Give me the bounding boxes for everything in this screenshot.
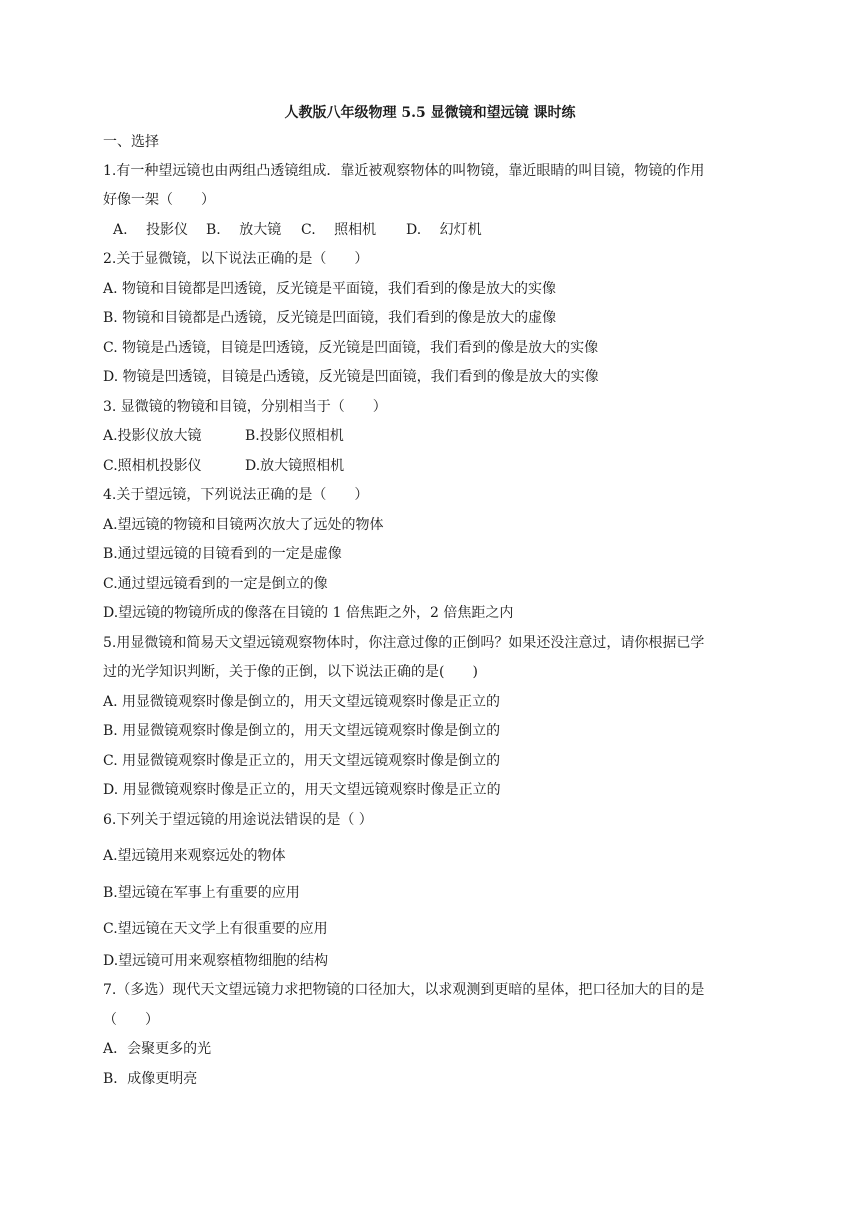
q6-option-b: B.望远镜在军事上有重要的应用	[103, 885, 300, 901]
q4-option-a: A.望远镜的物镜和目镜两次放大了远处的物体	[103, 517, 384, 533]
q6-option-c: C.望远镜在天文学上有很重要的应用	[103, 921, 328, 937]
q4-option-c: C.通过望远镜看到的一定是倒立的像	[103, 576, 328, 592]
q3-option-b: B.投影仪照相机	[245, 428, 344, 444]
q7-option-a: A．会聚更多的光	[103, 1041, 212, 1057]
q1-option-b: B. 放大镜	[206, 222, 282, 238]
document-title: 人教版八年级物理 5.5 显微镜和望远镜 课时练	[284, 105, 576, 121]
q5-option-a: A. 用显微镜观察时像是倒立的，用天文望远镜观察时像是正立的	[103, 694, 501, 710]
q5-option-d: D. 用显微镜观察时像是正立的，用天文望远镜观察时像是正立的	[103, 782, 501, 798]
q2-option-c: C. 物镜是凸透镜，目镜是凹透镜，反光镜是凹面镜，我们看到的像是放大的实像	[103, 340, 599, 356]
q5-stem-line1: 5.用显微镜和简易天文望远镜观察物体时，你注意过像的正倒吗？如果还没注意过，请你根据已学	[103, 635, 705, 651]
q1-stem-line2: 好像一架（ ）	[103, 192, 215, 208]
q7-stem-line2: （ ）	[103, 1012, 159, 1028]
section-heading: 一、选择	[103, 134, 159, 150]
q5-option-c: C. 用显微镜观察时像是正立的，用天文望远镜观察时像是倒立的	[103, 753, 501, 769]
q3-options-row1	[103, 426, 344, 446]
q3-option-d: D.放大镜照相机	[245, 458, 345, 474]
q2-option-b: B. 物镜和目镜都是凸透镜，反光镜是凹面镜，我们看到的像是放大的虚像	[103, 310, 557, 326]
q3-options-row2	[103, 456, 344, 476]
q2-option-a: A. 物镜和目镜都是凹透镜，反光镜是平面镜，我们看到的像是放大的实像	[103, 281, 557, 297]
q3-option-c: C.照相机投影仪	[103, 458, 202, 474]
q6-stem: 6.下列关于望远镜的用途说法错误的是（ ）	[103, 812, 373, 828]
q7-stem-line1: 7.（多选）现代天文望远镜力求把物镜的口径加大，以求观测到更暗的星体，把口径加大的目的是	[103, 982, 705, 998]
q6-option-a: A.望远镜用来观察远处的物体	[103, 848, 286, 864]
q7-option-b: B．成像更明亮	[103, 1071, 198, 1087]
q2-option-d: D. 物镜是凹透镜，目镜是凸透镜，反光镜是凹面镜，我们看到的像是放大的实像	[103, 369, 599, 385]
q2-stem: 2.关于显微镜，以下说法正确的是（ ）	[103, 251, 369, 267]
q4-option-b: B.通过望远镜的目镜看到的一定是虚像	[103, 546, 342, 562]
q3-stem: 3. 显微镜的物镜和目镜，分别相当于（ ）	[103, 399, 387, 415]
q5-stem-line2: 过的光学知识判断，关于像的正倒，以下说法正确的是( )	[103, 664, 478, 680]
q4-stem: 4.关于望远镜，下列说法正确的是（ ）	[103, 487, 369, 503]
q1-option-c: C. 照相机	[301, 222, 377, 238]
q4-option-d: D.望远镜的物镜所成的像落在目镜的 1 倍焦距之外，2 倍焦距之内	[103, 605, 514, 621]
q5-option-b: B. 用显微镜观察时像是倒立的，用天文望远镜观察时像是倒立的	[103, 723, 501, 739]
q3-option-a: A.投影仪放大镜	[103, 428, 202, 444]
q1-option-a: A. 投影仪	[113, 222, 189, 238]
q1-options	[113, 220, 482, 240]
q6-option-d: D.望远镜可用来观察植物细胞的结构	[103, 953, 329, 969]
q1-stem-line1: 1.有一种望远镜也由两组凸透镜组成．靠近被观察物体的叫物镜，靠近眼睛的叫目镜，物镜的作用	[103, 163, 705, 179]
q1-option-d: D. 幻灯机	[406, 222, 482, 238]
